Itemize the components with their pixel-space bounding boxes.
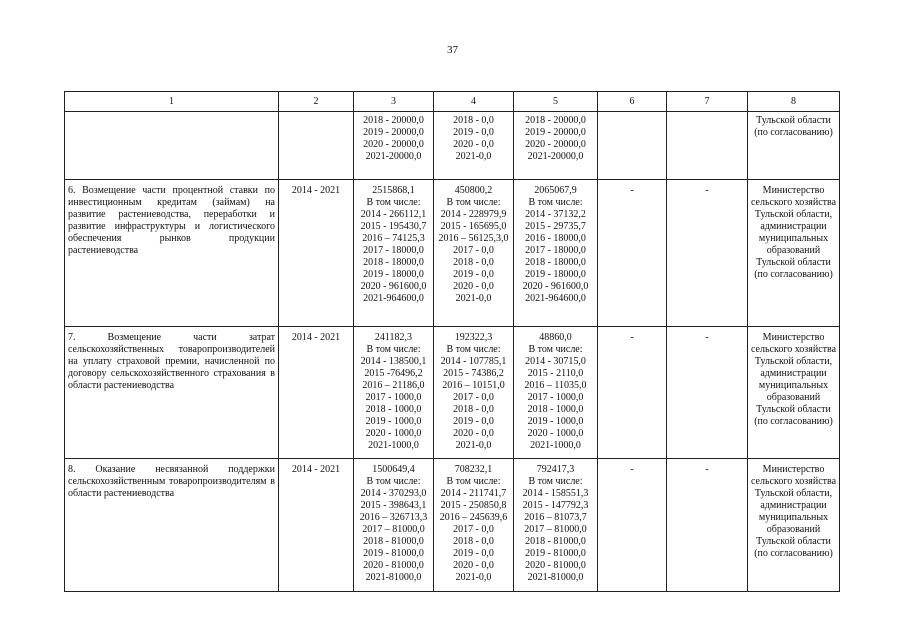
funding-cell-col3 [354, 327, 434, 459]
measure-name-cell [65, 327, 279, 459]
funding-line: 2020 - 0,0 [453, 560, 494, 571]
dash-cell-col7 [667, 112, 748, 180]
funding-line: 2021-20000,0 [527, 151, 584, 162]
measure-name-cell [65, 459, 279, 592]
funding-line: 2021-0,0 [455, 440, 492, 451]
funding-line: 192322,3 [454, 332, 493, 343]
period: 2014 - 2021 [291, 464, 341, 475]
funding-cell-col4 [434, 327, 514, 459]
funding-cell-col3 [354, 180, 434, 327]
funding-line: 2019 - 81000,0 [525, 548, 586, 559]
responsible-line: Тульской области [756, 404, 831, 415]
funding-line: 708232,1 [454, 464, 493, 475]
funding-line: 2019 - 81000,0 [363, 548, 424, 559]
header-cell-8: 8 [748, 92, 840, 112]
funding-line: 2018 - 20000,0 [363, 115, 424, 126]
funding-cell-col3 [354, 112, 434, 180]
responsible-line: Тульской области, [754, 209, 833, 220]
funding-line: 2014 - 37132,2 [525, 209, 586, 220]
funding-line: 2020 - 81000,0 [363, 560, 424, 571]
funding-line: 2018 - 0,0 [453, 257, 494, 268]
funding-line: 2019 - 1000,0 [527, 416, 584, 427]
responsible-line: муниципальных [758, 380, 829, 391]
period: 2014 - 2021 [291, 332, 341, 343]
funding-line: 2015 - 398643,1 [360, 500, 427, 511]
funding-line: 2014 - 107785,1 [440, 356, 507, 367]
responsible-line: администрации [760, 500, 827, 511]
funding-line: 2016 – 11035,0 [524, 380, 587, 391]
dash-value: - [630, 332, 634, 343]
funding-line: 2065067,9 [534, 185, 577, 196]
funding-line: 2019 - 20000,0 [363, 127, 424, 138]
funding-line: 2015 - 165695,0 [440, 221, 507, 232]
funding-cell-col5 [514, 459, 598, 592]
funding-line: 2021-1000,0 [530, 440, 581, 451]
funding-line: 2019 - 18000,0 [363, 269, 424, 280]
funding-cell-col3 [354, 459, 434, 592]
funding-line: В том числе: [366, 197, 421, 208]
funding-line: 2014 - 30715,0 [525, 356, 586, 367]
funding-line: 2016 – 74125,3 [362, 233, 425, 244]
dash-cell-col7 [667, 459, 748, 592]
funding-line: 2018 - 20000,0 [525, 115, 586, 126]
funding-line: 2017 - 0,0 [453, 392, 494, 403]
measure-name: 6. Возмещение части процентной ставки по инвестиционным кредитам (займам) на развитие растениеводства, переработки и развитие инфраструктуры и логистического обеспечения рынков продукции растениеводства [68, 185, 275, 256]
responsible-line: администрации [760, 221, 827, 232]
funding-line: 2018 - 0,0 [453, 115, 494, 126]
funding-line: 2015 - 74386,2 [443, 368, 504, 379]
responsible-line: Министерство [762, 332, 825, 343]
dash-cell-col7 [667, 327, 748, 459]
funding-line: 2021-0,0 [455, 293, 492, 304]
dash-value: - [705, 464, 709, 475]
table-row [65, 180, 840, 327]
funding-cell-col5 [514, 327, 598, 459]
funding-line: 792417,3 [536, 464, 575, 475]
responsible-line: образований [766, 524, 821, 535]
responsible-cell [748, 327, 840, 459]
funding-line: 2020 - 0,0 [453, 428, 494, 439]
responsible-line: Министерство [762, 464, 825, 475]
responsible-line: сельского хозяйства [751, 197, 837, 208]
funding-line: 2016 – 56125,3,0 [438, 233, 509, 244]
funding-line: 2017 – 81000,0 [362, 524, 425, 535]
period-cell [279, 459, 354, 592]
funding-cell-col5 [514, 112, 598, 180]
header-cell-5: 5 [514, 92, 598, 112]
dash-cell-col6 [598, 180, 667, 327]
funding-line: В том числе: [366, 476, 421, 487]
funding-line: 2515868,1 [372, 185, 415, 196]
funding-line: 2014 - 370293,0 [360, 488, 427, 499]
responsible-line: муниципальных [758, 233, 829, 244]
responsible-line: сельского хозяйства [751, 476, 837, 487]
funding-line: 2014 - 211741,7 [440, 488, 507, 499]
dash-cell-col6 [598, 112, 667, 180]
funding-line: 2021-0,0 [455, 151, 492, 162]
funding-line: 2019 - 1000,0 [365, 416, 422, 427]
dash-value: - [705, 185, 709, 196]
funding-line: 2020 - 20000,0 [363, 139, 424, 150]
funding-line: 2016 – 81073,7 [524, 512, 587, 523]
responsible-line: Министерство [762, 185, 825, 196]
funding-line: 2021-81000,0 [365, 572, 422, 583]
funding-line: 2019 - 0,0 [453, 548, 494, 559]
funding-line: 2015 - 250850,8 [440, 500, 507, 511]
funding-line: 450800,2 [454, 185, 493, 196]
responsible-line: (по согласованию) [754, 548, 833, 559]
funding-line: 241182,3 [374, 332, 413, 343]
funding-line: В том числе: [446, 197, 501, 208]
funding-line: 2020 - 0,0 [453, 281, 494, 292]
page-number: 37 [447, 44, 458, 56]
funding-line: 2017 - 1000,0 [365, 392, 422, 403]
responsible-cell [748, 180, 840, 327]
funding-line: 2015 - 29735,7 [525, 221, 586, 232]
funding-line: 2017 - 0,0 [453, 245, 494, 256]
funding-line: 1500649,4 [372, 464, 415, 475]
funding-line: 2019 - 18000,0 [525, 269, 586, 280]
funding-line: В том числе: [446, 344, 501, 355]
funding-line: 2019 - 0,0 [453, 269, 494, 280]
funding-line: 2020 - 961600,0 [522, 281, 589, 292]
funding-line: 2018 - 0,0 [453, 404, 494, 415]
funding-line: 2015 - 147792,3 [522, 500, 589, 511]
funding-line: 2017 - 0,0 [453, 524, 494, 535]
funding-line: 2021-964600,0 [525, 293, 586, 304]
funding-line: 2014 - 158551,3 [522, 488, 589, 499]
responsible-line: Тульской области [756, 115, 831, 126]
funding-line: 2021-81000,0 [527, 572, 584, 583]
header-cell-2: 2 [279, 92, 354, 112]
funding-line: 2021-1000,0 [368, 440, 419, 451]
funding-line: 2021-20000,0 [365, 151, 422, 162]
header-row [65, 92, 840, 112]
header-cell-4: 4 [434, 92, 514, 112]
funding-line: 2018 - 1000,0 [527, 404, 584, 415]
funding-line: 2018 - 81000,0 [363, 536, 424, 547]
measure-name-cell [65, 112, 279, 180]
funding-cell-col4 [434, 459, 514, 592]
funding-cell-col5 [514, 180, 598, 327]
funding-line: В том числе: [528, 344, 583, 355]
responsible-line: муниципальных [758, 512, 829, 523]
dash-cell-col6 [598, 459, 667, 592]
funding-line: 2017 - 1000,0 [527, 392, 584, 403]
table-row [65, 459, 840, 592]
funding-line: В том числе: [528, 197, 583, 208]
funding-line: В том числе: [446, 476, 501, 487]
responsible-line: образований [766, 392, 821, 403]
funding-line: 2014 - 266112,1 [360, 209, 427, 220]
period-cell [279, 180, 354, 327]
measure-name-cell [65, 180, 279, 327]
funding-line: 2016 – 326713,3 [359, 512, 428, 523]
header-cell-3: 3 [354, 92, 434, 112]
responsible-line: Тульской области, [754, 488, 833, 499]
dash-value: - [630, 464, 634, 475]
table-row [65, 112, 840, 180]
funding-cell-col4 [434, 112, 514, 180]
responsible-line: (по согласованию) [754, 416, 833, 427]
funding-line: 2016 - 18000,0 [525, 233, 586, 244]
funding-line: 2017 – 81000,0 [524, 524, 587, 535]
funding-line: 2021-0,0 [455, 572, 492, 583]
responsible-cell [748, 459, 840, 592]
table-row [65, 327, 840, 459]
funding-line: В том числе: [366, 344, 421, 355]
period-cell [279, 112, 354, 180]
funding-line: 2018 - 18000,0 [525, 257, 586, 268]
responsible-line: администрации [760, 368, 827, 379]
dash-cell-col6 [598, 327, 667, 459]
funding-line: 2017 - 18000,0 [363, 245, 424, 256]
funding-line: 2019 - 0,0 [453, 416, 494, 427]
period-cell [279, 327, 354, 459]
funding-line: 2020 - 1000,0 [365, 428, 422, 439]
dash-cell-col7 [667, 180, 748, 327]
header-cell-7: 7 [667, 92, 748, 112]
funding-line: 2019 - 20000,0 [525, 127, 586, 138]
funding-line: 2014 - 138500,1 [360, 356, 427, 367]
dash-value: - [705, 332, 709, 343]
funding-line: 2018 - 81000,0 [525, 536, 586, 547]
funding-line: 2015 - 195430,7 [360, 221, 427, 232]
responsible-line: Тульской области [756, 257, 831, 268]
period: 2014 - 2021 [291, 185, 341, 196]
funding-line: 2018 - 1000,0 [365, 404, 422, 415]
funding-line: 2019 - 0,0 [453, 127, 494, 138]
responsible-line: (по согласованию) [754, 269, 833, 280]
responsible-line: Тульской области, [754, 356, 833, 367]
funding-line: 48860,0 [539, 332, 572, 343]
header-cell-1: 1 [65, 92, 279, 112]
responsible-line: Тульской области [756, 536, 831, 547]
funding-line: 2016 – 245639,6 [439, 512, 508, 523]
funding-line: 2016 – 21186,0 [362, 380, 425, 391]
funding-line: 2016 – 10151,0 [442, 380, 505, 391]
funding-line: 2020 - 81000,0 [525, 560, 586, 571]
funding-cell-col4 [434, 180, 514, 327]
responsible-line: (по согласованию) [754, 127, 833, 138]
measure-name: 7. Возмещение части затрат сельскохозяйственных товаропроизводителей на уплату страховой премии, начисленной по договору сельскохозяйственного страхования в области растениеводства [68, 332, 275, 391]
funding-line: 2020 - 0,0 [453, 139, 494, 150]
funding-line: 2018 - 18000,0 [363, 257, 424, 268]
funding-line: 2020 - 20000,0 [525, 139, 586, 150]
responsible-line: сельского хозяйства [751, 344, 837, 355]
measure-name: 8. Оказание несвязанной поддержки сельскохозяйственным товаропроизводителям в области растениеводства [68, 464, 275, 499]
funding-line: 2014 - 228979,9 [440, 209, 507, 220]
funding-line: 2017 - 18000,0 [525, 245, 586, 256]
funding-line: 2020 - 961600,0 [360, 281, 427, 292]
responsible-line: образований [766, 245, 821, 256]
responsible-cell [748, 112, 840, 180]
funding-line: 2015 -76496,2 [364, 368, 423, 379]
header-cell-6: 6 [598, 92, 667, 112]
funding-line: 2018 - 0,0 [453, 536, 494, 547]
funding-line: В том числе: [528, 476, 583, 487]
funding-line: 2021-964600,0 [363, 293, 424, 304]
funding-line: 2015 - 2110,0 [527, 368, 584, 379]
dash-value: - [630, 185, 634, 196]
program-table [64, 91, 840, 592]
funding-line: 2020 - 1000,0 [527, 428, 584, 439]
